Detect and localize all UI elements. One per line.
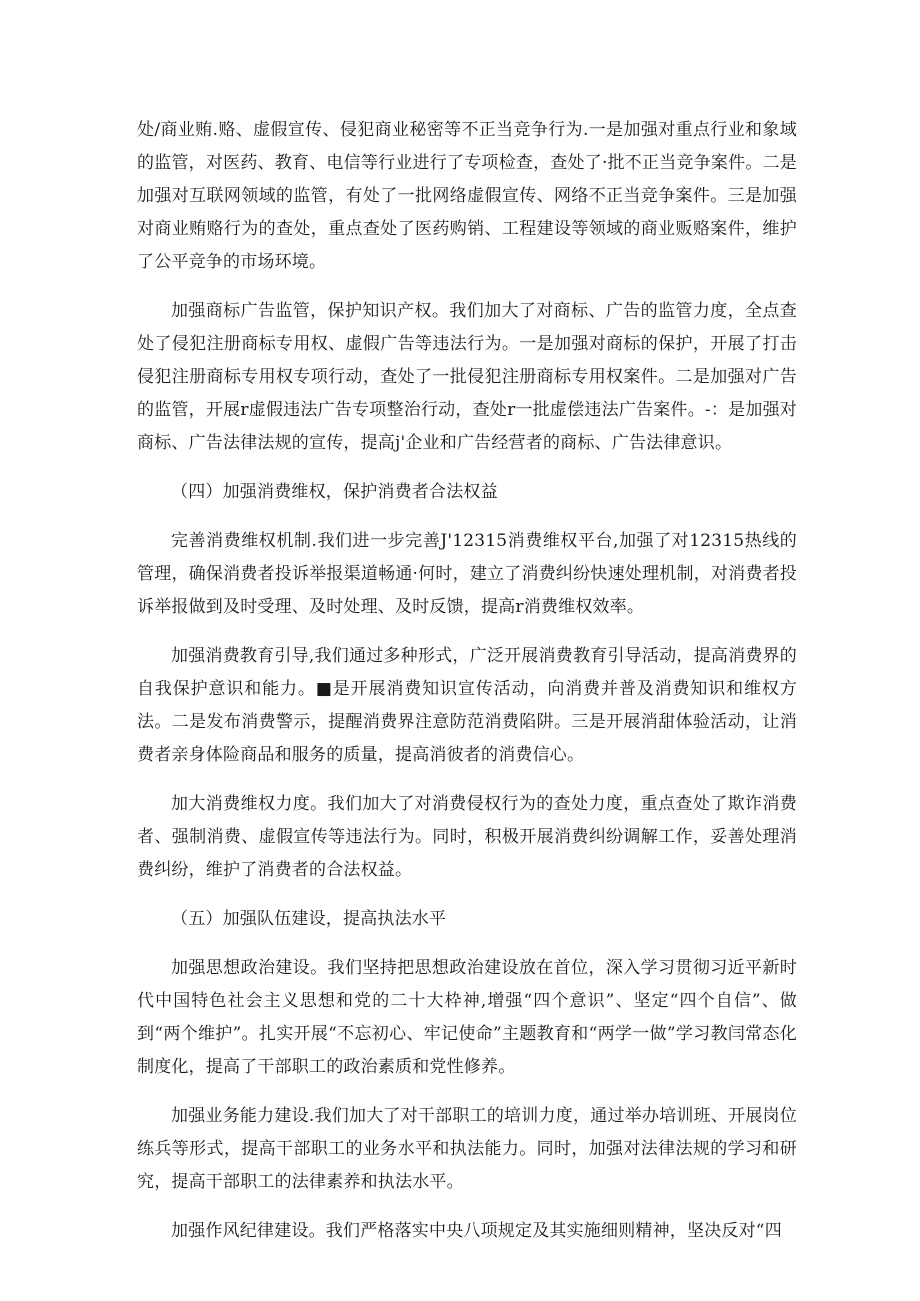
paragraph-consumer-mechanism: 完善消费维权机制.我们进一步完善J'12315消费维权平台,加强了对12315热线的管理，确保消费者投诉举报渠道畅通·何时，建立了消费纠纷快速处理机制，对消费者投诉举报做到及时受理、及时处理、及时反馈，提高r消费维权效率。 xyxy=(137,531,797,617)
paragraph-unfair-competition: 处/商业贿.赂、虚假宣传、侵犯商业秘密等不正当竞争行为.一是加强对重点行业和象域的监管，对医药、教育、电信等行业进行了专项检查，查处了·批不正当竞争案件。二是加强对互联网领域的监管，有处了一批网络虚假宣传、网络不正当竞争案件。三是加强对商业贿赂行为的查处，重点查处了医药购销、工程建设等领域的商业贩赂案件，维护了公平竞争的市场环境。 xyxy=(137,120,797,272)
paragraph-work-style: 加强作风纪律建设。我们严格落实中央八项规定及其实施细则精神，坚决反对“四 xyxy=(171,1221,782,1241)
document-page xyxy=(137,114,797,1264)
paragraph-business-capacity: 加强业务能力建设.我们加大了对干部职工的培训力度，通过举办培训班、开展岗位练兵等形式，提高干部职工的业务水平和执法能力。同时，加强对法律法规的学习和研究，提高干部职工的法律素养和执法水平。 xyxy=(137,1106,797,1192)
section-heading-consumer-rights: （四）加强消费维权，保护消费者合法权益 xyxy=(171,482,498,502)
paragraph-consumer-education: 加强消费教育引导,我们通过多种形式，广泛开展消费教育引导活动，提高消费界的自我保护意识和能力。■是开展消费知识宣传活动，向消费并普及消费知识和维权方法。二是发布消费警示，提醒消费界注意防范消费陷阱。三是开展消甜体验活动，让消费者亲身体险商品和服务的质量，提高消彼者的消费信心。 xyxy=(137,646,797,765)
section-heading-team-building: （五）加强队伍建设，提高执法水平 xyxy=(171,909,447,929)
paragraph-political-building: 加强思想政治建设。我们坚持把思想政治建设放在首位，深入学习贯彻习近平新时代中国特色社会主义思想和党的二十大枠神,增强“四个意识”、坚定“四个自信”、做到“两个维护”。扎实开展“不忘初心、牢记使命”主题教育和“两学一做”学习教闫常态化制度化，提高了干部职工的政治素质和党性修养。 xyxy=(137,958,797,1077)
paragraph-trademark-advertising: 加强商标广告监管，保护知识产权。我们加大了对商标、广告的监管力度，全点查处了侵犯注册商标专用权、虚假广告等违法行为。一是加强对商标的保护，开展了打击侵犯注册商标专用权专项行动，查处了一批侵犯注册商标专用权案件。二是加强对广告的监管，开展r虚假违法广告专项整治行动，查处r一批虚偿违法广告案件。-：是加强对商标、广告法律法规的宣传，提高j'企业和广告经营者的商标、广告法律意识。 xyxy=(137,301,797,453)
paragraph-consumer-enforcement: 加大消费维权力度。我们加大了对消费侵权行为的查处力度，重点查处了欺诈消费者、强制消费、虚假宣传等违法行为。同时，积极开展消费纠纷调解工作，妥善处理消费纠纷，维护了消费者的合法权益。 xyxy=(137,794,797,880)
